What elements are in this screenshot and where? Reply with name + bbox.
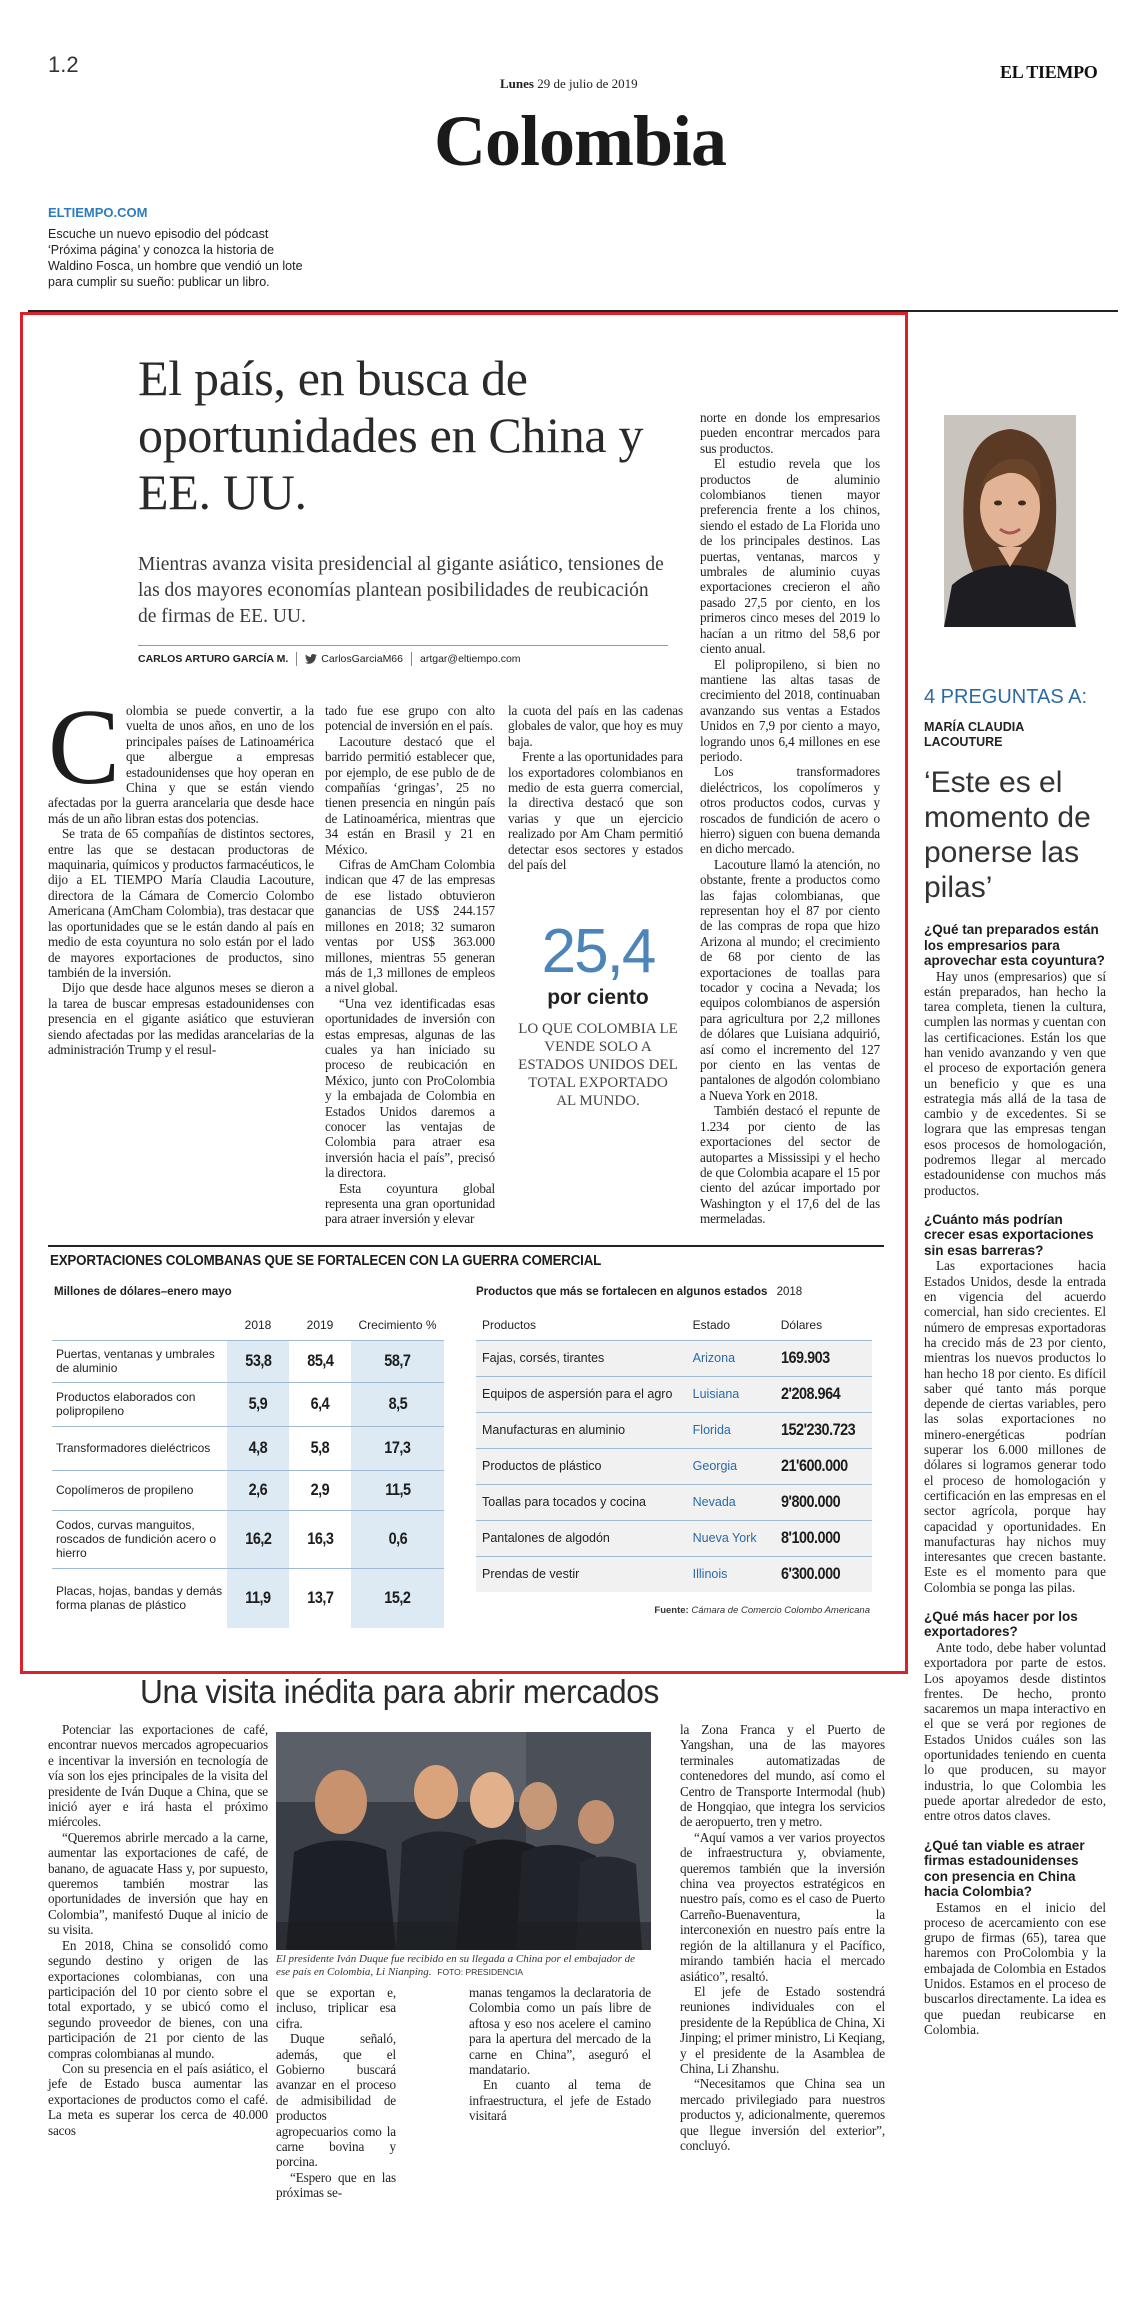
article-col4-p6: También destacó el repunte de 1.234 por ciento de las exportaciones del sector de autopartes a Mississipi y el hecho de que Colombia acapare el 15 por ciento del azúcar importado por Washington y el 17,6 del de las mermeladas. bbox=[700, 1103, 880, 1227]
article-col2-p3: Cifras de AmCham Colombia indican que 47 de las empresas de ese listado obtuvieron ganancias de US$ 244.157 millones en 2018; 32 sumaron ventas por US$ 363.000 millones, mientras 55 generan más de 1,3 millones de empleos a nivel global. bbox=[325, 857, 495, 996]
right-subtitle-year: 2018 bbox=[776, 1286, 803, 1298]
caption-text: El presidente Iván Duque fue recibido en su llegada a China por el embajador de ese país en Colombia, Li Nianping. bbox=[276, 1953, 636, 1978]
second-col2-p2: Duque señaló, además, que el Gobierno buscará avanzar en el proceso de admisibilidad de productos agropecuarios como la carne bovina y porcina. bbox=[276, 2031, 396, 2170]
photo-caption bbox=[276, 1953, 651, 1979]
drop-cap: C bbox=[48, 688, 121, 807]
second-col3-p1: manas tengamos la declaratoria de Colombia como un país libre de aftosa y eso nos acelere el camino para la apertura del mercado de la carne en China”, aseguró el mandatario. bbox=[469, 1985, 651, 2078]
value-growth: 11,5 bbox=[384, 1480, 411, 1499]
photo-credit: FOTO: PRESIDENCIA bbox=[437, 1967, 524, 1977]
right-subtitle-text: Productos que más se fortalecen en algunos estados bbox=[476, 1286, 768, 1298]
value-2019: 16,3 bbox=[306, 1529, 334, 1548]
product-cell: Toallas para tocados y cocina bbox=[482, 1495, 646, 1509]
second-col2-p3: “Espero que en las próximas se- bbox=[276, 2169, 396, 2201]
value-2018: 5,9 bbox=[248, 1394, 268, 1413]
answer-2: Las exportaciones hacia Estados Unidos, desde la entrada en vigencia del acuerdo comercial, han sido crecientes. El número de empresas exportadoras ha crecido más de 23 por ciento, mientras los nuevos productos lo han hecho 18 por ciento. Es difícil saber qué tanto más porque depende de ciertas variables, pero las solas exportaciones no minero-energéticas podrían superar los 6.000 millones de dólares si logramos generar todo el proceso de homologación y certificación en las empresas en el sector agrícola, porque hay capacidad y oportunidades. En manufacturas hay nichos muy interesantes que crecen bastante. Este es el momento para que Colombia se ponga las pilas. bbox=[924, 1258, 1106, 1595]
table-row bbox=[476, 1556, 872, 1592]
source-label: Fuente: bbox=[654, 1605, 689, 1616]
second-col1-p2: “Queremos abrirle mercado a la carne, aumentar las exportaciones de café, de banano, de aguacate Hass y, por supuesto, queremos también mostrar las oportunidades de inversión que hay en Colombia”, manifestó Duque al inicio de su visita. bbox=[48, 1829, 268, 1938]
dollars-cell: 2'208.964 bbox=[780, 1384, 840, 1403]
state-cell: Luisiana bbox=[692, 1387, 740, 1401]
author-email[interactable]: artgar@eltiempo.com bbox=[420, 653, 521, 665]
article-col1-p1: olombia se puede convertir, a la vuelta de unos años, en uno de los principales países de Latinoamérica que albergue a empresas estadounidenses que hoy operan en China y que se están viendo afectadas por la guerra arancelaria que desde hace más de un año libran estas dos potencias. bbox=[48, 703, 314, 826]
byline-rule bbox=[138, 645, 668, 646]
value-growth: 0,6 bbox=[388, 1529, 407, 1548]
state-cell: Georgia bbox=[692, 1459, 738, 1473]
article-col-4 bbox=[700, 410, 880, 1227]
left-col-2019: 2019 bbox=[306, 1317, 334, 1332]
article-lead: Mientras avanza visita presidencial al gigante asiático, tensiones de las dos mayores economías plantean posibilidades de reubicación de firmas de EE. UU. bbox=[138, 554, 664, 627]
article-col4-p1: norte en donde los empresarios pueden encontrar mercados para sus productos. bbox=[700, 410, 880, 456]
table-row bbox=[52, 1382, 444, 1426]
dollars-cell: 21'600.000 bbox=[780, 1456, 848, 1475]
product-cell: Pantalones de algodón bbox=[482, 1531, 610, 1545]
row-label: Copolímeros de propileno bbox=[56, 1483, 194, 1497]
row-label: Transformadores dieléctricos bbox=[56, 1441, 211, 1455]
table-row bbox=[476, 1340, 872, 1376]
dollars-cell: 152'230.723 bbox=[780, 1420, 855, 1439]
table-row bbox=[52, 1340, 444, 1382]
question-2: ¿Cuánto más podrían crecer esas exportaciones sin esas barreras? bbox=[924, 1211, 1094, 1258]
value-growth: 8,5 bbox=[388, 1394, 407, 1413]
product-cell: Fajas, corsés, tirantes bbox=[482, 1351, 605, 1365]
page-number: 1.2 bbox=[48, 52, 79, 77]
second-col4-p2: “Aquí vamos a ver varios proyectos de infraestructura y, obviamente, queremos también que la inversión china vea proyectos estratégicos en nuestro país, como es el caso de Puerto Carreño-Buenaventura, la interconexión en nuestro país entre la región de la altillanura y el Pacífico, mirando también hacia el mercado asiático”, resaltó. bbox=[680, 1829, 885, 1984]
value-2019: 6,4 bbox=[310, 1394, 330, 1413]
table-row bbox=[476, 1448, 872, 1484]
byline bbox=[138, 652, 678, 666]
left-table-subtitle: Millones de dólares–enero mayo bbox=[54, 1286, 232, 1298]
article-col-1 bbox=[48, 688, 314, 1057]
date-text: 29 de julio de 2019 bbox=[537, 76, 638, 91]
product-cell: Prendas de vestir bbox=[482, 1567, 580, 1582]
row-label: Placas, hojas, bandas y demás forma planas de plástico bbox=[56, 1584, 223, 1613]
state-cell: Nueva York bbox=[692, 1531, 757, 1545]
article-col2-p2: Lacouture destacó que el barrido permitió establecer que, por ejemplo, de ese publo de de compañías ‘gringas’, 25 no tienen presencia en ningún país de Latinoamérica, mientras que 34 están en Brasil y 21 en México. bbox=[325, 733, 495, 857]
stat-unit: por ciento bbox=[547, 986, 649, 1009]
answer-4: Estamos en el inicio del proceso de acercamiento con ese grupo de firmas (65), tarea que haremos con ProColombia y la embajada de Colombia en Estados Unidos. Estamos en el proceso de buscarlos directamente. La idea es que puedan reubicarse en Colombia. bbox=[924, 1899, 1106, 2037]
second-col2-p1: que se exportan e, incluso, triplicar esa cifra. bbox=[276, 1985, 396, 2031]
sidebar-name bbox=[924, 720, 1024, 750]
second-col3-p2: En cuanto al tema de infraestructura, el jefe de Estado visitará bbox=[469, 2077, 651, 2124]
product-cell: Equipos de aspersión para el agro bbox=[482, 1387, 673, 1401]
article-col2-p4: “Una vez identificadas esas oportunidades de inversión con estas empresas, algunas de las cuales ya han iniciado su proceso de reubicación en México, junto con ProColombia y la embajada de Colombia en Estados Unidos daremos a conocer las ventajas de Colombia para atraer esa inversión hacia el país”, precisó la directora. bbox=[325, 995, 495, 1181]
left-col-2018: 2018 bbox=[244, 1317, 272, 1332]
article-col-2 bbox=[325, 703, 495, 1227]
question-4: ¿Qué tan viable es atraer firmas estadounidenses con presencia en China hacia Colombia? bbox=[924, 1837, 1085, 1900]
value-2019: 5,8 bbox=[310, 1438, 330, 1457]
article-col4-p4: Los transformadores dieléctricos, los copolímeros y otros productos codos, curvas y roscados de fundición de acero o hierro) siguen con buena demanda en dicho mercado. bbox=[700, 764, 880, 857]
value-growth: 17,3 bbox=[384, 1438, 411, 1457]
second-col-3 bbox=[469, 1985, 651, 2124]
second-col1-p3: En 2018, China se consolidó como segundo destino y origen de las exportaciones colombianas, con una participación del 10 por ciento sobre el total exportado, y se ubicó como el segundo proveedor de bienes, con una participación de 21 por ciento de las compras colombianas al mundo. bbox=[48, 1937, 268, 2061]
value-2019: 13,7 bbox=[306, 1588, 334, 1608]
article-col3-p1: la cuota del país en las cadenas globales de valor, que hoy es muy baja. bbox=[508, 703, 683, 749]
product-cell: Productos de plástico bbox=[482, 1459, 602, 1473]
row-label: Productos elaborados con polipropileno bbox=[56, 1390, 196, 1418]
second-title: Una visita inédita para abrir mercados bbox=[140, 1673, 659, 1710]
section-title: Colombia bbox=[433, 101, 727, 181]
second-col1-p4: Con su presencia en el país asiático, el jefe de Estado busca aumentar las exportaciones de productos como el café. La meta es superar los cerca de 40.000 sacos bbox=[48, 2060, 268, 2138]
value-growth: 58,7 bbox=[384, 1351, 411, 1370]
stat-value: 25,4 bbox=[541, 917, 655, 986]
second-col4-p1: la Zona Franca y el Puerto de Yangshan, una de las mayores terminales automatizadas de contenedores del mundo, así como el Centro de Transporte Intermodal (hub) de Hongqiao, que integra los servicios de aeropuerto, tren y metro. bbox=[680, 1722, 885, 1830]
dollars-cell: 9'800.000 bbox=[780, 1492, 840, 1511]
sidebar-kicker: 4 PREGUNTAS A: bbox=[924, 686, 1088, 708]
page-date bbox=[500, 76, 638, 92]
article-title: El país, en busca de oportunidades en China y EE. UU. bbox=[138, 350, 644, 520]
article-col4-p3: El polipropileno, si bien no mantiene las altas tasas de crecimiento del 2018, continuaban avanzando sus ventas a Estados Unidos en 7,9 por ciento a mayo, logrando unos 6,4 millones en ese periodo. bbox=[700, 656, 880, 764]
right-col-dollars: Dólares bbox=[780, 1317, 823, 1332]
article-col-3 bbox=[508, 703, 683, 872]
left-col-label bbox=[52, 1310, 227, 1340]
state-cell: Arizona bbox=[692, 1351, 736, 1365]
stat-box bbox=[518, 917, 678, 1110]
value-2018: 4,8 bbox=[248, 1438, 268, 1457]
infographic-title: EXPORTACIONES COLOMBANAS QUE SE FORTALECEN CON LA GUERRA COMERCIAL bbox=[50, 1253, 602, 1269]
second-col-1 bbox=[48, 1722, 268, 2138]
article-col1-p2: Se trata de 65 compañías de distintos sectores, entre las que se destacan productoras de maquinaria, químicos y productos farmacéuticos, le dijo a EL TIEMPO María Claudia Lacouture, directora de la Cámara de Comercio Colombo Americana (AmCham Colombia), tras destacar que las oportunidades que se le están dando al país en medio de esta coyuntura no solo están por el lado de mayores exportaciones de productos, sino también de la inversión. bbox=[48, 826, 314, 980]
author-name: CARLOS ARTURO GARCÍA M. bbox=[138, 653, 289, 665]
second-col4-p4: “Necesitamos que China sea un mercado privilegiado para nuestros productos y, adicionalmente, queremos que llegue inversión del exterior”, concluyó. bbox=[680, 2076, 885, 2153]
sidebar-quote: ‘Este es el momento de ponerse las pilas’ bbox=[924, 766, 1091, 904]
twitter-icon bbox=[305, 654, 317, 664]
state-cell: Illinois bbox=[692, 1567, 728, 1582]
table-row bbox=[476, 1520, 872, 1556]
answer-3: Ante todo, debe haber voluntad exportadora por parte de estos. Los apoyamos desde distintos frentes. De hecho, pronto sacaremos un mapa interactivo en el que se verá por regiones de Estados Unidos cuáles son las oportunidades teniendo en cuenta lo que producen, su mayor industria, lo que Colombia les puede aportar alrededor de esto, entre otros datos claves. bbox=[924, 1639, 1106, 1824]
date-weekday: Lunes bbox=[500, 76, 534, 91]
dollars-cell: 6'300.000 bbox=[780, 1564, 840, 1584]
article-col2-p5: Esta coyuntura global representa una gran oportunidad para atraer inversión y elevar bbox=[325, 1180, 495, 1227]
right-table-subtitle bbox=[476, 1286, 802, 1298]
value-2018: 16,2 bbox=[244, 1529, 272, 1548]
value-growth: 15,2 bbox=[384, 1588, 411, 1608]
value-2019: 85,4 bbox=[306, 1351, 334, 1370]
second-col4-p3: El jefe de Estado sostendrá reuniones individuales con el presidente de la República de China, Xi Jinping; el primer ministro, Li Keqiang, y el presidente de la Asamblea de China, Li Zhanshu. bbox=[680, 1983, 885, 2076]
infographic-source bbox=[600, 1605, 870, 1616]
value-2019: 2,9 bbox=[310, 1480, 330, 1499]
table-row bbox=[476, 1484, 872, 1520]
twitter-handle[interactable]: CarlosGarciaM66 bbox=[321, 653, 403, 665]
interviewee-photo bbox=[944, 415, 1076, 627]
second-col-2 bbox=[276, 1985, 396, 2201]
duque-photo bbox=[276, 1732, 651, 1950]
value-2018: 53,8 bbox=[244, 1351, 272, 1370]
right-col-state: Estado bbox=[692, 1317, 731, 1332]
sidebar-qa bbox=[924, 922, 1106, 2037]
table-row bbox=[52, 1470, 444, 1510]
sidebar-name-line1: MARÍA CLAUDIA bbox=[924, 720, 1025, 734]
source-text: Cámara de Comercio Colombo Americana bbox=[691, 1605, 870, 1616]
dollars-cell: 169.903 bbox=[780, 1348, 830, 1367]
infographic-rule bbox=[48, 1245, 884, 1247]
article-col2-p1: tado fue ese grupo con alto potencial de inversión en el país. bbox=[325, 703, 495, 734]
question-1: ¿Qué tan preparados están los empresarios para aprovechar esta coyuntura? bbox=[924, 922, 1105, 968]
table-row bbox=[52, 1568, 444, 1628]
table-row bbox=[476, 1376, 872, 1412]
second-col1-p1: Potenciar las exportaciones de café, encontrar nuevos mercados agropecuarios e incentivar la inversión en tecnología de vía son los ejes principales de la visita del presidente de Iván Duque a China, que se inició ayer e irá hasta el próximo miércoles. bbox=[48, 1722, 268, 1830]
promo-text: Escuche un nuevo episodio del pódcast ‘Próxima página’ y conozca la historia de Waldino Fosca, un hombre que vendió un lote para cumplir su sueño: publicar un libro. bbox=[48, 227, 303, 289]
answer-1: Hay unos (empresarios) que sí están preparados, han hecho la tarea completa, tienen la cultura, cumplen las normas y cuentan con las certificaciones. Están los que han venido avanzando y ven que el proceso de exportación genera un beneficio y que es una estrategia más allá de la tasa de cambio y de excedentes. Si se lograra que las empresas tengan esos procesos de homologación, podremos llegar al mercado estadounidense con muchos más productos. bbox=[924, 968, 1107, 1198]
dollars-cell: 8'100.000 bbox=[780, 1528, 840, 1547]
promo-site[interactable]: ELTIEMPO.COM bbox=[48, 205, 148, 220]
right-col-product: Productos bbox=[482, 1317, 537, 1332]
stat-caption: LO QUE COLOMBIA LE VENDE SOLO A ESTADOS UNIDOS DEL TOTAL EXPORTADO AL MUNDO. bbox=[518, 1021, 678, 1109]
second-col-4 bbox=[680, 1722, 885, 2153]
state-cell: Nevada bbox=[692, 1495, 736, 1509]
row-label: Puertas, ventanas y umbrales de aluminio bbox=[56, 1347, 215, 1375]
article-col3-p2: Frente a las oportunidades para los exportadores colombianos en medio de esta guerra comercial, la directiva destacó que son varias y que un ejercicio realizado por Am Cham permitió detectar esos sectores y estados del país del bbox=[508, 749, 683, 873]
left-col-growth: Crecimiento % bbox=[358, 1317, 437, 1332]
article-col1-p3: Dijo que desde hace algunos meses se dieron a la tarea de buscar empresas estadounidenses con presencia en el gigante asiático que estuvieran siendo afectadas por las medidas arancelarias de la administración Trump y el resul- bbox=[48, 980, 314, 1057]
brand-logo: EL TIEMPO bbox=[1000, 62, 1098, 82]
product-cell: Manufacturas en aluminio bbox=[482, 1423, 626, 1437]
table-row bbox=[476, 1412, 872, 1448]
value-2018: 11,9 bbox=[245, 1588, 271, 1608]
row-label: Codos, curvas manguitos, roscados de fundición acero o hierro bbox=[56, 1518, 217, 1560]
article-col4-p2: El estudio revela que los productos de aluminio colombianos tienen mayor preferencia frente a los chinos, siendo el estado de La Florida uno de los principales destinos. Las puertas, ventanas, marcos y umbrales de aluminio cuyas exportaciones crecieron el año pasado 27,5 por ciento, en los primeros cinco meses del 2019 lo hacían a un ritmo del 58,6 por ciento anual. bbox=[700, 456, 880, 657]
sidebar-name-line2: LACOUTURE bbox=[924, 735, 1003, 749]
table-row bbox=[52, 1426, 444, 1470]
left-table bbox=[52, 1310, 444, 1628]
right-table bbox=[476, 1310, 872, 1592]
article-col4-p5: Lacouture llamó la atención, no obstante, frente a productos como las fajas colombianas, que representan hoy el 87 por ciento de las compras de ropa que hizo Arizona al mundo; el crecimiento de 68 por ciento de las exportaciones de toallas para tocador y cocina a Nevada; los equipos colombianos de aspersión para agricultura por 2,2 millones de dólares que Luisiana adquirió, así como el incremento del 127 por ciento en las ventas de pantalones de algodón colombiano a Nueva York en 2018. bbox=[700, 856, 880, 1103]
question-3: ¿Qué más hacer por los exportadores? bbox=[924, 1608, 1078, 1640]
table-row bbox=[52, 1510, 444, 1568]
value-2018: 2,6 bbox=[248, 1480, 268, 1499]
state-cell: Florida bbox=[692, 1423, 731, 1437]
